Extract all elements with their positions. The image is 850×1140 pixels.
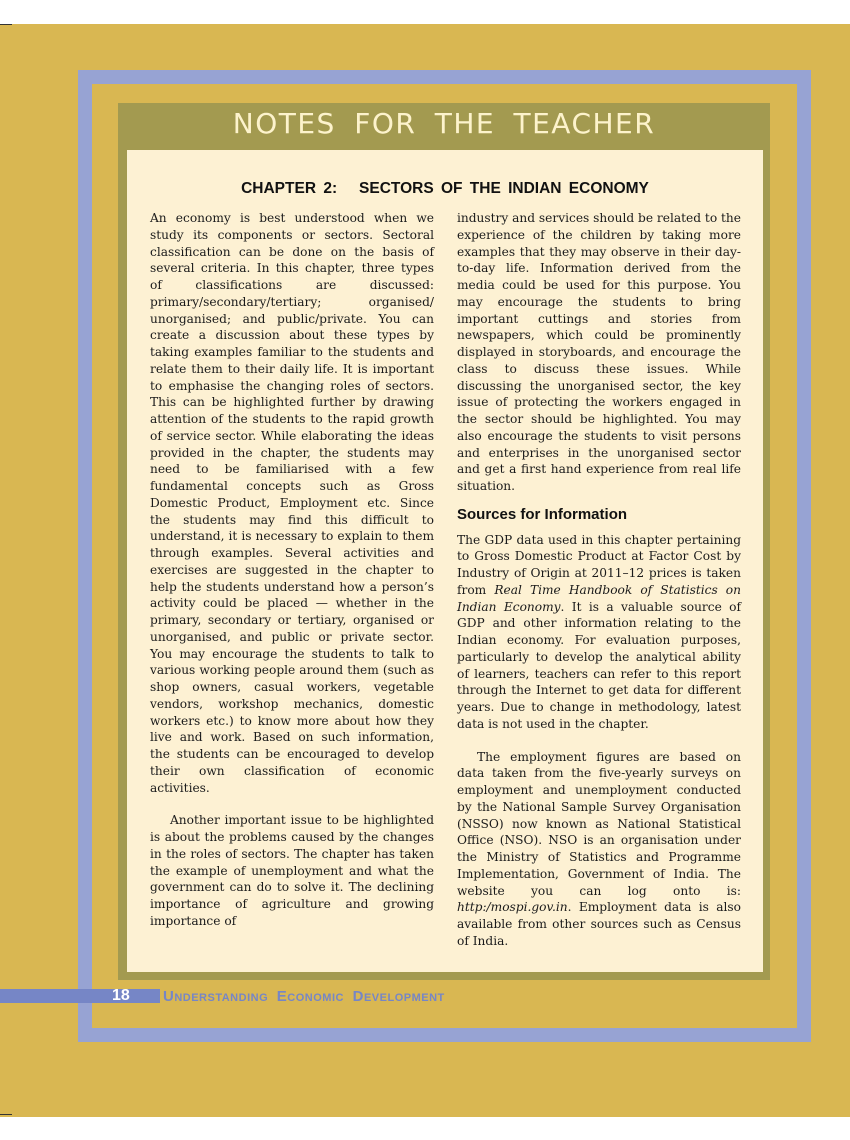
paragraph: industry and services should be related to the experience of the children by taking more examples that they may observe in their day-to-day life. Information derived from the media could be used for this purpose. You may encourage the students to bring important cuttings and stories from newspapers, which could be prominently displayed in storyboards, and encourage the class to discuss these issues. While discussing the unorganised sector, the key issue of protecting the workers engaged in the sector should be highlighted. You may also encourage the students to visit persons and enterprises in the unorganised sector and get a first hand experience from real life situation.: [457, 211, 741, 493]
crop-mark: [0, 24, 12, 25]
book-title: Understanding Economic Development: [163, 988, 445, 1005]
paragraph: [457, 532, 741, 733]
paragraph: An economy is best understood when we study its components or sectors. Sectoral classification can be done on the basis of several criteria. In this chapter, three types of classifications are discussed: primary/secondary/tertiary; organised/ unorganised; and public/private. You can create a discussion about these types by taking examples familiar to the students and relate them to their daily life. It is important to emphasise the changing roles of sectors. This can be highlighted further by drawing attention of the students to the rapid growth of service sector. While elaborating the ideas provided in the chapter, the students may need to be familiarised with a few fundamental concepts such as Gross Domestic Product, Employment etc. Since the students may find this difficult to understand, it is necessary to explain to them through examples. Several activities and exercises are suggested in the chapter to help the students understand how a person’s activity could be placed — whether in the primary, secondary or tertiary, organised or unorganised, and public or private sector. You may encourage the students to talk to various working people around them (such as shop owners, casual workers, vegetable vendors, workshop mechanics, domestic workers etc.) to know more about how they live and work. Based on such information, the students can be encouraged to develop their own classification of economic activities.: [150, 211, 434, 795]
paragraph: [457, 749, 741, 950]
page-number: 18: [112, 987, 130, 1004]
book-reference: Real Time Handbook of Statistics on Indian Economy: [457, 582, 741, 614]
footer-bar: [0, 989, 160, 1003]
paragraph: Another important issue to be highlighted is about the problems caused by the changes in the roles of sectors. The chapter has taken the example of unemployment and what the government can do to solve it. The declining importance of agriculture and growing importance of: [150, 813, 434, 928]
text: . Employment data is also available from other sources such as Census of India.: [457, 900, 741, 948]
crop-mark: [0, 1114, 12, 1115]
chapter-title: CHAPTER 2: SECTORS OF THE INDIAN ECONOMY: [241, 180, 649, 197]
notes-heading: NOTES FOR THE TEACHER: [232, 107, 656, 140]
section-heading: Sources for Information: [457, 505, 628, 523]
text: The employment figures are based on data taken from the five-yearly surveys on employment and unemployment conducted by the National Sample Survey Organisation (NSSO) now known as National Statistical Office (NSO). NSO is an organisation under the Ministry of Statistics and Programme Implementation, Government of India. The website you can log onto is:: [457, 749, 741, 898]
text: . It is a valuable source of GDP and other information relating to the Indian economy. For evaluation purposes, particularly to develop the analytical ability of learners, teachers can refer to this report through the Internet to get data for different years. Due to change in methodology, latest data is not used in the chapter.: [457, 599, 741, 731]
website-link[interactable]: http:/mospi.gov.in: [457, 900, 568, 915]
left-column: [150, 210, 434, 930]
text: The GDP data used in this chapter pertaining to Gross Domestic Product at Factor Cost by Industry of Origin at 2011–12 prices is taken from: [457, 532, 741, 597]
right-column: [457, 210, 741, 950]
